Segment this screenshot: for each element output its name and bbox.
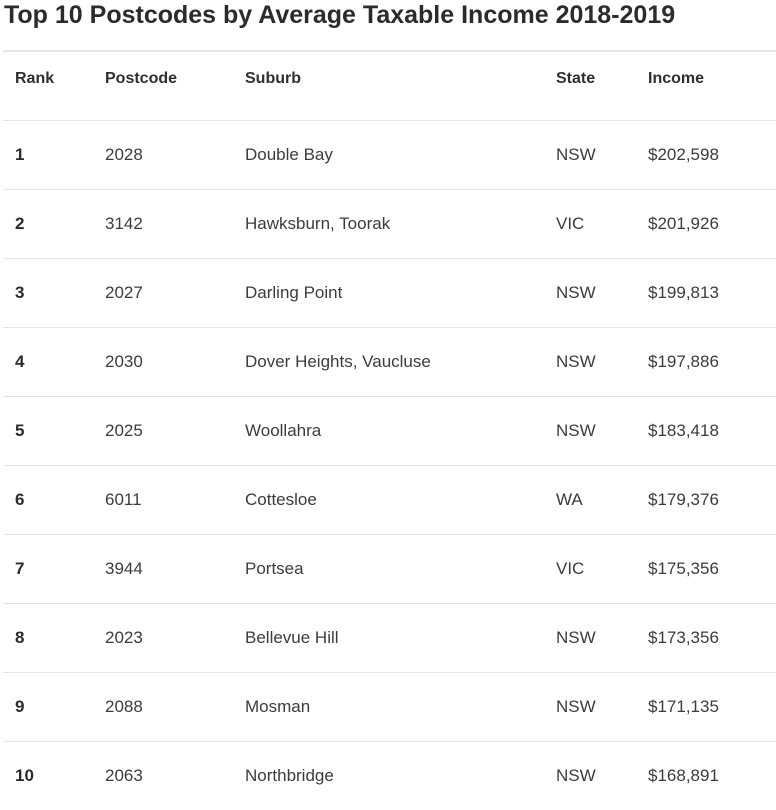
- cell-suburb: Northbridge: [245, 765, 334, 785]
- table-row: [3, 603, 776, 672]
- cell-rank: 4: [15, 351, 25, 371]
- cell-rank: 7: [15, 558, 25, 578]
- table-row: [3, 534, 776, 603]
- cell-state: VIC: [556, 558, 585, 578]
- cell-postcode: 3944: [105, 558, 143, 578]
- cell-rank: 2: [15, 213, 25, 233]
- table-row: [3, 327, 776, 396]
- cell-state: WA: [556, 489, 583, 509]
- cell-postcode: 2028: [105, 144, 143, 164]
- cell-rank: 8: [15, 627, 25, 647]
- header-state: State: [556, 69, 596, 87]
- header-postcode: Postcode: [105, 69, 178, 87]
- cell-rank: 3: [15, 282, 25, 302]
- cell-postcode: 2025: [105, 420, 143, 440]
- cell-suburb: Double Bay: [245, 144, 333, 164]
- cell-income: $201,926: [648, 213, 719, 233]
- header-income: Income: [648, 69, 705, 87]
- cell-suburb: Woollahra: [245, 420, 322, 440]
- cell-postcode: 2027: [105, 282, 143, 302]
- table-row: [3, 120, 776, 189]
- cell-postcode: 6011: [105, 489, 142, 509]
- cell-suburb: Hawksburn, Toorak: [245, 213, 391, 233]
- cell-income: $202,598: [648, 144, 719, 164]
- table-row: [3, 465, 776, 534]
- cell-suburb: Darling Point: [245, 282, 343, 302]
- cell-income: $175,356: [648, 558, 719, 578]
- cell-income: $197,886: [648, 351, 719, 371]
- table-body: [3, 120, 776, 810]
- cell-income: $183,418: [648, 420, 719, 440]
- cell-income: $199,813: [648, 282, 719, 302]
- cell-state: NSW: [556, 144, 596, 164]
- cell-rank: 9: [15, 696, 25, 716]
- header-suburb: Suburb: [245, 69, 301, 87]
- cell-postcode: 3142: [105, 213, 143, 233]
- header-rank: Rank: [15, 69, 55, 87]
- cell-state: NSW: [556, 627, 596, 647]
- cell-rank: 5: [15, 420, 25, 440]
- cell-postcode: 2023: [105, 627, 143, 647]
- cell-rank: 6: [15, 489, 25, 509]
- cell-postcode: 2088: [105, 696, 143, 716]
- cell-state: NSW: [556, 351, 596, 371]
- income-table-container: [3, 50, 776, 810]
- cell-state: NSW: [556, 282, 596, 302]
- cell-state: VIC: [556, 213, 585, 233]
- header-row: [3, 51, 776, 120]
- cell-suburb: Cottesloe: [245, 489, 317, 509]
- cell-postcode: 2030: [105, 351, 143, 371]
- cell-income: $179,376: [648, 489, 719, 509]
- cell-suburb: Dover Heights, Vaucluse: [245, 351, 431, 371]
- table-row: [3, 189, 776, 258]
- cell-state: NSW: [556, 765, 596, 785]
- cell-postcode: 2063: [105, 765, 143, 785]
- income-table: [3, 50, 776, 810]
- table-header: [3, 51, 776, 120]
- cell-income: $171,135: [648, 696, 719, 716]
- table-row: [3, 672, 776, 741]
- page-title: Top 10 Postcodes by Average Taxable Income 2018-2019: [4, 1, 676, 29]
- cell-rank: 1: [15, 144, 25, 164]
- cell-income: $168,891: [648, 765, 719, 785]
- cell-rank: 10: [15, 765, 34, 785]
- cell-suburb: Bellevue Hill: [245, 627, 339, 647]
- cell-suburb: Mosman: [245, 696, 311, 716]
- cell-income: $173,356: [648, 627, 719, 647]
- cell-state: NSW: [556, 696, 596, 716]
- table-row: [3, 396, 776, 465]
- table-row: [3, 258, 776, 327]
- cell-suburb: Portsea: [245, 558, 304, 578]
- cell-state: NSW: [556, 420, 596, 440]
- table-row: [3, 741, 776, 810]
